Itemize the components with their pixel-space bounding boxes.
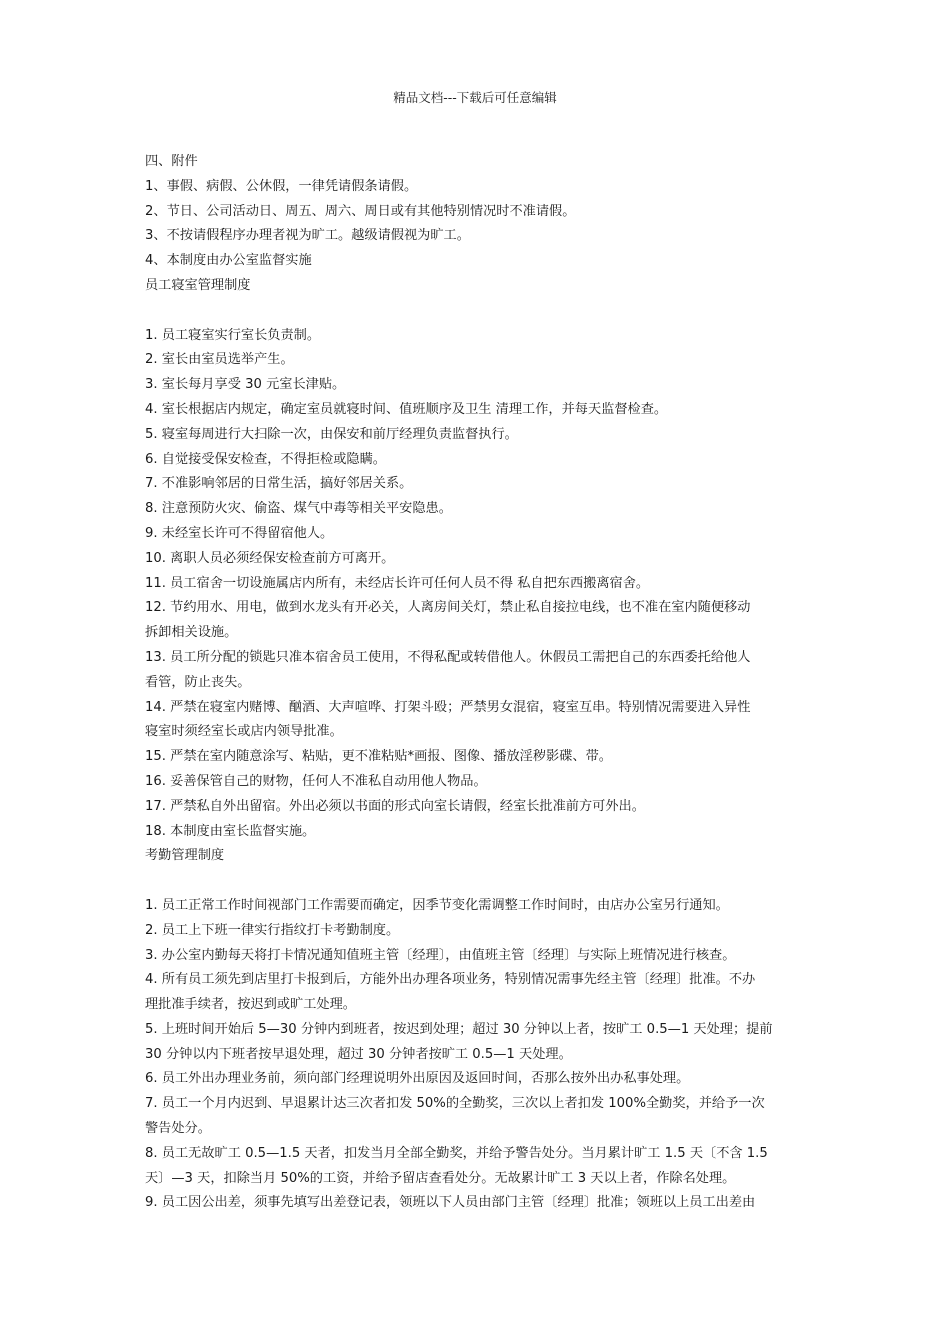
text-line: 4. 所有员工须先到店里打卡报到后，方能外出办理各项业务，特别情况需事先经主管〔经理〕批准。不办 bbox=[145, 972, 756, 988]
text-line: 3、不按请假程序办理者视为旷工。越级请假视为旷工。 bbox=[145, 228, 470, 244]
document-body bbox=[145, 150, 817, 1216]
text-line: 寝室时须经室长或店内领导批准。 bbox=[145, 724, 343, 740]
text-line: 3. 办公室内勤每天将打卡情况通知值班主管〔经理〕，由值班主管〔经理〕与实际上班情况进行核查。 bbox=[145, 947, 736, 963]
text-line: 5. 上班时间开始后 5—30 分钟内到班者，按迟到处理；超过 30 分钟以上者，按旷工 0.5—1 天处理；提前 bbox=[145, 1021, 773, 1037]
blank-line bbox=[145, 299, 817, 324]
text-line: 拆卸相关设施。 bbox=[145, 625, 238, 641]
text-line: 4. 室长根据店内规定，确定室员就寝时间、值班顺序及卫生 清理工作，并每天监督检查。 bbox=[145, 401, 668, 417]
text-line: 7. 员工一个月内迟到、早退累计达三次者扣发 50%的全勤奖，三次以上者扣发 100%全勤奖，并给予一次 bbox=[145, 1096, 765, 1112]
text-line: 14. 严禁在寝室内赌博、酗酒、大声喧哗、打架斗殴；严禁男女混宿，寝室互串。特别情况需要进入异性 bbox=[145, 699, 751, 715]
text-line: 11. 员工宿舍一切设施属店内所有，未经店长许可任何人员不得 私自把东西搬离宿舍。 bbox=[145, 575, 650, 591]
text-line: 6. 自觉接受保安检查，不得拒检或隐瞒。 bbox=[145, 451, 386, 467]
text-line: 18. 本制度由室长监督实施。 bbox=[145, 823, 316, 839]
text-line: 1. 员工正常工作时间视部门工作需要而确定，因季节变化需调整工作时间时，由店办公室另行通知。 bbox=[145, 897, 729, 913]
text-line: 2. 室长由室员选举产生。 bbox=[145, 352, 294, 368]
text-line: 四、附件 bbox=[145, 154, 198, 169]
text-line: 6. 员工外出办理业务前，须向部门经理说明外出原因及返回时间，否那么按外出办私事处理。 bbox=[145, 1071, 690, 1087]
text-line: 5. 寝室每周进行大扫除一次，由保安和前厅经理负责监督执行。 bbox=[145, 426, 518, 442]
text-line: 9. 员工因公出差，须事先填写出差登记表，领班以下人员由部门主管〔经理〕批准；领班以上员工出差由 bbox=[145, 1195, 756, 1211]
text-line: 17. 严禁私自外出留宿。外出必须以书面的形式向室长请假，经室长批准前方可外出。 bbox=[145, 798, 645, 814]
text-line: 考勤管理制度 bbox=[145, 848, 225, 864]
text-line: 2、节日、公司活动日、周五、周六、周日或有其他特别情况时不准请假。 bbox=[145, 203, 576, 219]
text-line: 12. 节约用水、用电，做到水龙头有开必关，人离房间关灯，禁止私自接拉电线，也不准在室内随便移动 bbox=[145, 600, 751, 616]
text-line: 3. 室长每月享受 30 元室长津贴。 bbox=[145, 377, 346, 393]
text-line: 10. 离职人员必须经保安检查前方可离开。 bbox=[145, 550, 395, 566]
text-line: 16. 妥善保管自己的财物，任何人不准私自动用他人物品。 bbox=[145, 773, 487, 789]
text-line: 4、本制度由办公室监督实施 bbox=[145, 253, 312, 269]
text-line: 警告处分。 bbox=[145, 1121, 211, 1137]
text-line: 员工寝室管理制度 bbox=[145, 277, 251, 293]
text-line: 2. 员工上下班一律实行指纹打卡考勤制度。 bbox=[145, 922, 400, 938]
text-line: 8. 员工无故旷工 0.5—1.5 天者，扣发当月全部全勤奖，并给予警告处分。当月累计旷工 1.5 天〔不含 1.5 bbox=[145, 1145, 768, 1161]
text-line: 理批准手续者，按迟到或旷工处理。 bbox=[145, 997, 356, 1013]
text-line: 8. 注意预防火灾、偷盗、煤气中毒等相关平安隐患。 bbox=[145, 501, 452, 517]
page-header: 精品文档---下载后可任意编辑 bbox=[393, 90, 557, 105]
text-line: 1、事假、病假、公休假，一律凭请假条请假。 bbox=[145, 178, 418, 194]
text-line: 天〕—3 天，扣除当月 50%的工资，并给予留店查看处分。无故累计旷工 3 天以上者，作除名处理。 bbox=[145, 1170, 736, 1186]
text-line: 7. 不准影响邻居的日常生活，搞好邻居关系。 bbox=[145, 476, 413, 492]
text-line: 看管，防止丧失。 bbox=[145, 674, 251, 690]
text-line: 13. 员工所分配的锁匙只准本宿舍员工使用，不得私配或转借他人。休假员工需把自己的东西委托给他人 bbox=[145, 649, 751, 665]
blank-line bbox=[145, 869, 817, 894]
text-line: 9. 未经室长许可不得留宿他人。 bbox=[145, 525, 334, 541]
text-line: 15. 严禁在室内随意涂写、粘贴，更不准粘贴*画报、图像、播放淫秽影碟、带。 bbox=[145, 749, 612, 765]
text-line: 30 分钟以内下班者按早退处理，超过 30 分钟者按旷工 0.5—1 天处理。 bbox=[145, 1046, 572, 1062]
text-line: 1. 员工寝室实行室长负责制。 bbox=[145, 327, 321, 343]
